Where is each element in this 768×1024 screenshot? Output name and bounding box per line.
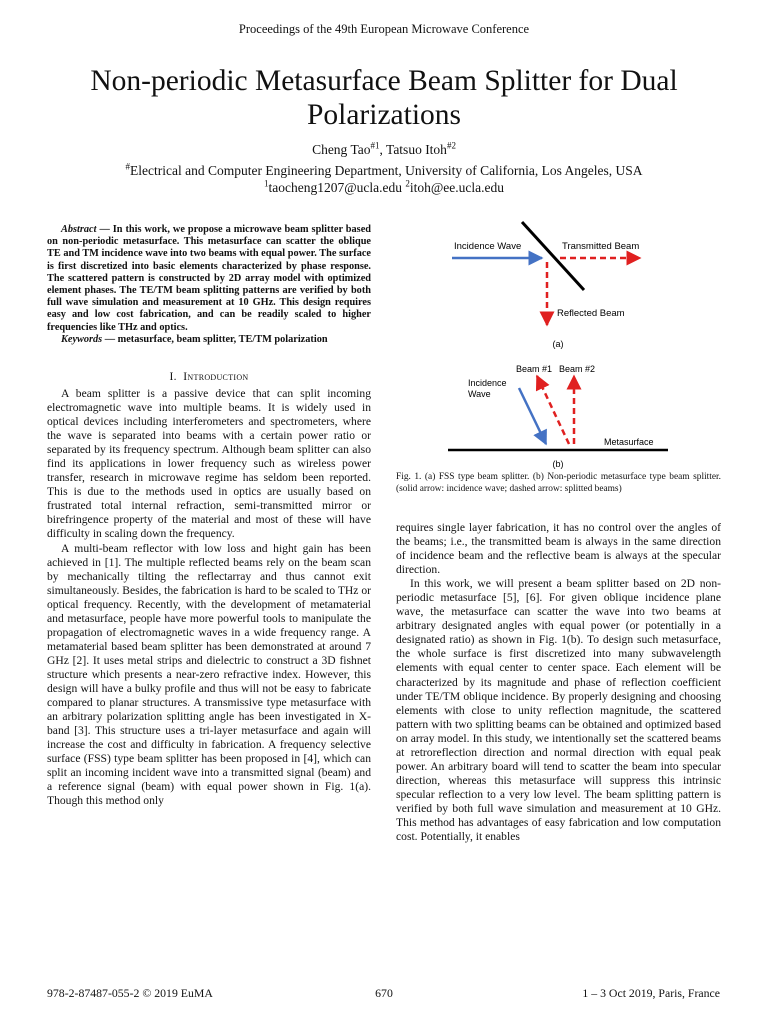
proceedings-header: Proceedings of the 49th European Microwave Conference	[238, 22, 530, 36]
section-heading-introduction	[47, 370, 371, 383]
right-column-body	[396, 521, 721, 844]
label-reflected-beam: Reflected Beam	[557, 308, 625, 319]
section-number: I.	[169, 370, 177, 383]
footer-page-number: 670	[375, 986, 393, 1000]
label-beam-2: Beam #2	[559, 364, 596, 374]
affiliation-mark: #	[125, 161, 130, 172]
label-beam-1: Beam #1	[516, 364, 553, 374]
label-metasurface: Metasurface	[604, 437, 654, 447]
author-1-sup: #1	[370, 140, 380, 151]
right-paragraph-1: requires single layer fabrication, it has no control over the angles of the beams; i.e., the transmitted beam is always in the same direction of incidence beam and the reflective beam is always at the specular direction.	[396, 521, 721, 577]
email-1: taocheng1207@ucla.edu	[268, 180, 402, 195]
section-title: Introduction	[183, 370, 249, 383]
keywords-label: Keywords	[61, 333, 103, 345]
fig-1b-label: (b)	[552, 459, 564, 469]
email-2: itoh@ee.ucla.edu	[409, 180, 505, 195]
emails	[0, 179, 768, 196]
figure-1a	[396, 215, 721, 355]
paper-title: Non-periodic Metasurface Beam Splitter for Dual Polarizations	[90, 65, 678, 131]
keywords-text: — metasurface, beam splitter, TE/TM polarization	[102, 333, 328, 345]
affiliation-text: Electrical and Computer Engineering Department, University of California, Los Angeles, USA	[130, 163, 643, 178]
affiliation	[0, 162, 768, 179]
introduction-body	[47, 387, 371, 808]
incidence-arrow-b	[519, 388, 546, 444]
abstract-text: — In this work, we propose a microwave beam splitter based on non-periodic metasurface. This metasurface can scatter the oblique TE and TM incidence wave into two beams with equal power. The surface is first discretized into basic elements characterized by phase response. The scattered pattern is constructed by 2D array model with optimized element phases. The TE/TM beam splitting patterns are verified by both full wave simulation and measurement at 10 GHz. This design requires easy and low cost fabrication, and can be readily scaled to higher frequencies like THz and optics.	[47, 224, 371, 333]
label-incidence-line1: Incidence	[468, 378, 507, 388]
affiliation-block	[0, 162, 768, 196]
email-1-sup: 1	[263, 178, 269, 189]
author-1: Cheng Tao	[312, 142, 371, 157]
author-2: Tatsuo Itoh	[386, 142, 447, 157]
figure-caption: Fig. 1. (a) FSS type beam splitter. (b) Non-periodic metasurface type beam splitter. (solid arrow: incidence wave; dashed arrow: splitted beams)	[396, 472, 721, 494]
label-transmitted-beam: Transmitted Beam	[562, 241, 640, 252]
footer-isbn: 978-2-87487-055-2 © 2019 EuMA	[47, 986, 213, 1000]
email-2-sup: 2	[405, 178, 410, 189]
author-2-sup: #2	[446, 140, 456, 151]
label-incidence-line2: Wave	[468, 389, 491, 399]
label-incidence-wave: Incidence Wave	[454, 241, 522, 252]
fss-surface-line	[522, 222, 584, 290]
footer-venue: 1 – 3 Oct 2019, Paris, France	[582, 986, 720, 1000]
fig-1a-label: (a)	[552, 339, 564, 349]
right-paragraph-2: In this work, we will present a beam splitter based on 2D non-periodic metasurface [5], [6]. For given oblique incidence plane wave, the metasurface can scatter the wave into two beams at arbitrary designated angles with equal power (or potentially in a designated ratio) as shown in Fig. 1(b). To design such metasurface, the whole surface is first discretized into many subwavelength elements with equal center to center space. Each element will be characterized by its magnitude and phase of reflection coefficient under TE/TM oblique incidence. By properly designing and choosing elements with close to unity reflection magnitude, the scattered pattern with two splitting beams can be obtained and optimized based on array model. In this study, we intentionally set the scattered beams at retroreflection direction and normal direction with equal peak power. An arbitrary board will tend to scatter the beam into specular direction, whereas this metasurface will suppress this intrinsic specular reflection to a very low level. The beam splitting pattern is verified by both full wave simulation and measurement at 10 GHz. This method has advantages of easy fabrication and low computation cost. Potentially, it enables	[396, 577, 721, 844]
intro-paragraph-2: A multi-beam reflector with low loss and hight gain has been achieved in [1]. The multiple reflected beams rely on the beam scan by mechanically tilting the reflectarray and thus cannot exit simultaneously. Besides, the fabrication is hard to be scaled to THz or optical frequency. Recently, with the development of metamaterial and metasurface, people have more powerful tools to manipulate the propagation of electromagnetic waves in a wide frequency range. A metamaterial based beam splitter has been demonstrated at around 7 GHz [2]. It uses metal strips and dielectric to construct a 3D fishnet structure which presents a near-zero refractive index. However, this design will have a bulky profile and thus will not be easy to fabricate compared to planar structures. A transmissive type metasurface with an arbitrary polarization splitting angle has been investigated in X-band [3]. This structure uses a tri-layer metasurface and again will increase the cost and difficulty in fabrication. A frequency selective surface (FSS) type beam splitter has been proposed in [4], which can split an incoming incident wave into a transmitted signal (beam) and a reference signal (beam) with equal power shown in Fig. 1(a). Though this method only	[47, 541, 371, 808]
intro-paragraph-1: A beam splitter is a passive device that can split incoming electromagnetic wave into multiple beams. It is widely used in optical devices including interferometers and spectrometers, where the wave is separated into beams with a certain power ratio or separated by its frequency spectrum. Although beam splitter can also find its applications in lower frequency such as wireless power transfer, research in microwave regime has seldom been reported. This is due to the methods used in optics are usually based on frustrated total internal refraction, semi-transmitted mirror or birefringence property of the material and most of these will have difficulty in scaling down the frequency.	[47, 387, 371, 541]
abstract	[47, 224, 371, 346]
abstract-label: Abstract	[61, 224, 97, 235]
figure-1b	[396, 358, 721, 470]
authors: Cheng Tao$^{\#1}$, Tatsuo Itoh$^{\#2}$	[312, 140, 456, 157]
